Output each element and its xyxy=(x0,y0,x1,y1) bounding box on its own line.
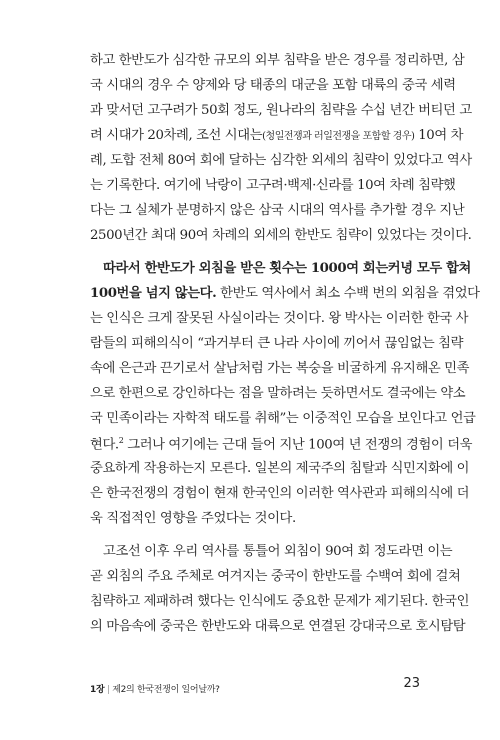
body-line: 2500년간 최대 90여 차례의 외세의 한반도 침략이 있었다는 것이다. xyxy=(90,228,472,243)
body-line xyxy=(103,261,471,276)
body-line: 중요하게 작용하는지 모른다. 일본의 제국주의 침탈과 식민지화에 이 xyxy=(90,461,470,476)
emphasis-text: 따라서 한반도가 외침을 받은 횟수는 1000여 회는커녕 모두 합쳐 xyxy=(103,261,471,276)
body-line xyxy=(90,128,464,143)
body-line xyxy=(90,286,480,301)
body-text: 그러나 여기에는 근대 들어 지난 100여 년 전쟁의 경험이 더욱 xyxy=(123,437,473,453)
body-line: 은 한국전쟁의 경험이 현재 한국인의 이러한 역사관과 피해의식에 더 xyxy=(90,486,470,501)
body-line: 례, 도합 전체 80여 회에 달하는 심각한 외세의 침략이 있었다고 역사 xyxy=(90,153,472,168)
body-text: 려 시대가 20차례, 조선 시대는 xyxy=(90,128,263,143)
body-text: 10여 차 xyxy=(414,128,464,143)
parenthetical-note: (청일전쟁과 러일전쟁을 포함할 경우) xyxy=(262,131,415,142)
body-line: 하고 한반도가 심각한 규모의 외부 침략을 받은 경우를 정리하면, 삼 xyxy=(90,53,465,68)
chapter-title: 제2의 한국전쟁이 일어날까? xyxy=(112,685,220,695)
body-line: 다는 그 실체가 분명하지 않은 삼국 시대의 역사를 추가할 경우 지난 xyxy=(90,203,465,218)
body-line xyxy=(90,436,473,453)
emphasis-text: 100번을 넘지 않는다. xyxy=(90,286,217,301)
body-line: 국 민족이라는 자학적 태도를 취해”는 이중적인 모습을 보인다고 언급 xyxy=(90,411,476,426)
body-line: 곧 외침의 주요 주체로 여겨지는 중국이 한반도를 수백여 회에 걸쳐 xyxy=(90,569,461,584)
footer-separator: | xyxy=(106,685,110,695)
body-line: 는 인식은 크게 잘못된 사실이라는 것이다. 왕 박사는 이러한 한국 사 xyxy=(90,311,469,326)
body-line: 는 기록한다. 여기에 낙랑이 고구려·백제·신라를 10여 차례 침략했 xyxy=(90,178,456,193)
body-line: 고조선 이후 우리 역사를 통틀어 외침이 90여 회 정도라면 이는 xyxy=(103,544,453,559)
body-line: 과 맞서던 고구려가 50회 정도, 원나라의 침략을 수십 년간 버티던 고 xyxy=(90,103,472,118)
body-line: 람들의 피해의식이 “과거부터 큰 나라 사이에 끼어서 끊임없는 침략 xyxy=(90,336,464,351)
body-text: 한반도 역사에서 최소 수백 번의 외침을 겪었다 xyxy=(216,286,480,301)
body-line: 속에 은근과 끈기로서 살남처럼 가는 복숭을 비굴하게 유지해온 민족 xyxy=(90,361,470,376)
body-line: 침략하고 제패하려 했다는 인식에도 중요한 문제가 제기된다. 한국인 xyxy=(90,594,470,609)
page-number: 23 xyxy=(403,676,420,691)
body-line: 욱 직접적인 영향을 주었다는 것이다. xyxy=(90,511,296,526)
footnote-marker[interactable]: 2 xyxy=(118,436,124,445)
body-line: 으로 한편으로 강인하다는 점을 말하려는 듯하면서도 결국에는 약소 xyxy=(90,386,466,401)
body-text: 현다. xyxy=(90,437,119,453)
chapter-label: 1장 xyxy=(90,685,105,695)
body-line: 의 마음속에 중국은 한반도와 대륙으로 연결된 강대국으로 호시탐탐 xyxy=(90,619,466,634)
body-line: 국 시대의 경우 수 양제와 당 태종의 대군을 포함 대륙의 중국 세력 xyxy=(90,78,456,93)
running-footer xyxy=(90,682,220,695)
